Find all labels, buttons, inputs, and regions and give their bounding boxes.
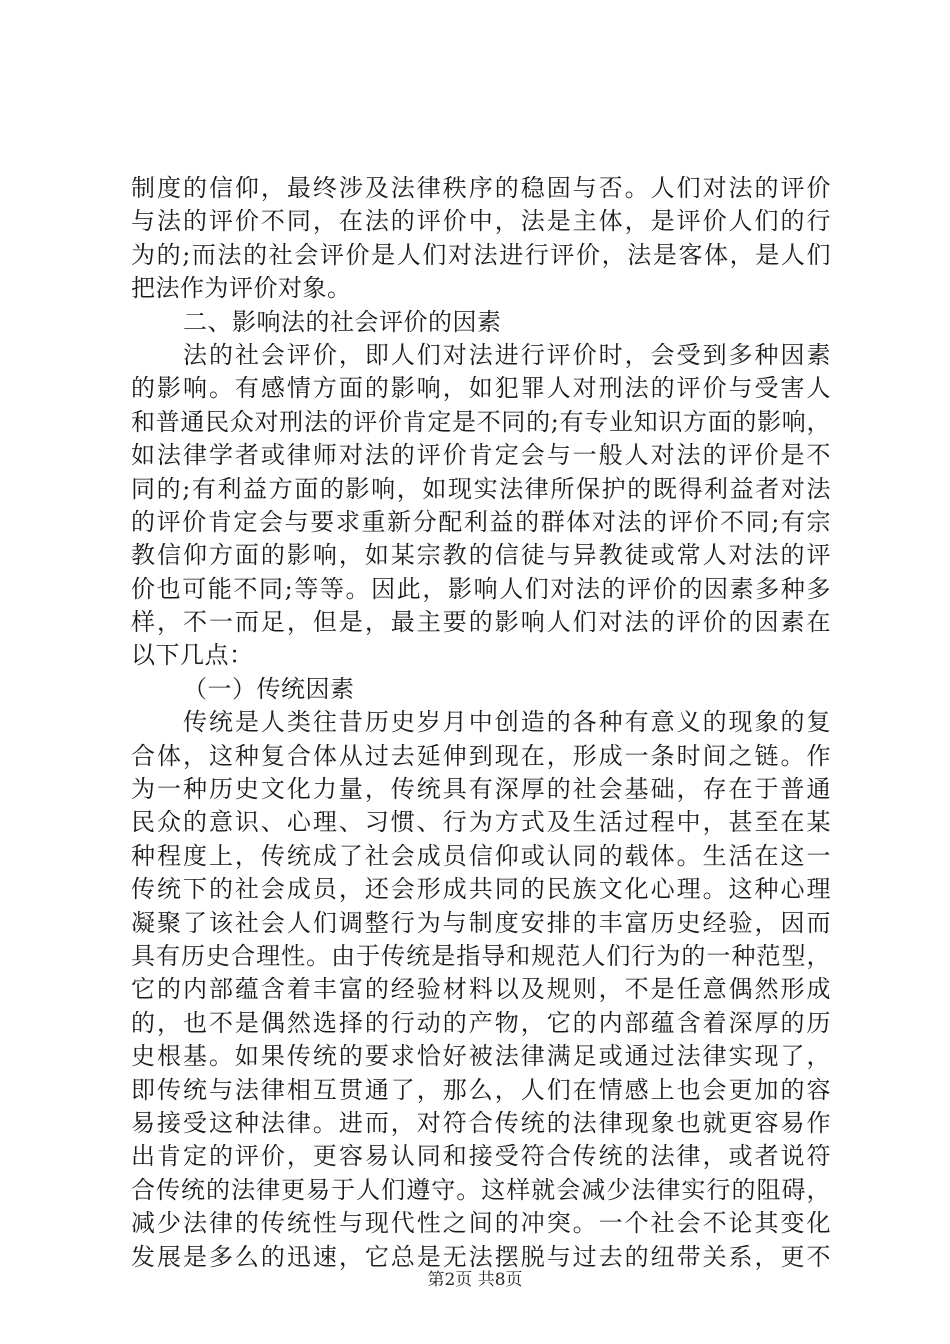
page-footer: [0, 1269, 950, 1291]
text-line: 的影响。有感情方面的影响，如犯罪人对刑法的评价与受害人: [131, 374, 831, 403]
text-line: 价也可能不同;等等。因此，影响人们对法的评价的因素多种多: [131, 574, 831, 603]
text-line: 为一种历史文化力量，传统具有深厚的社会基础，存在于普通: [131, 775, 831, 804]
text-line: 它的内部蕴含着丰富的经验材料以及规则，不是任意偶然形成: [131, 975, 831, 1004]
text-line: 制度的信仰，最终涉及法律秩序的稳固与否。人们对法的评价: [131, 174, 831, 202]
text-line: 发展是多么的迅速，它总是无法摆脱与过去的纽带关系，更不: [131, 1242, 831, 1271]
text-line: 凝聚了该社会人们调整行为与制度安排的丰富历史经验，因而: [131, 908, 831, 937]
text-line: 的评价肯定会与要求重新分配利益的群体对法的评价不同;有宗: [131, 507, 831, 536]
text-line: 合体，这种复合体从过去延伸到现在，形成一条时间之链。作: [131, 741, 831, 770]
text-line: 把法作为评价对象。: [131, 274, 352, 303]
text-line: 民众的意识、心理、习惯、行为方式及生活过程中，甚至在某: [131, 808, 831, 837]
text-line: 传统下的社会成员，还会形成共同的民族文化心理。这种心理: [131, 875, 831, 904]
page-number-label: 第2页 共8页: [427, 1270, 523, 1290]
text-line: 以下几点：: [131, 641, 254, 670]
text-line: 如法律学者或律师对法的评价肯定会与一般人对法的评价是不: [131, 441, 831, 470]
text-line: 史根基。如果传统的要求恰好被法律满足或通过法律实现了，: [131, 1042, 831, 1071]
text-line: 即传统与法律相互贯通了，那么，人们在情感上也会更加的容: [131, 1075, 831, 1104]
text-line: 二、影响法的社会评价的因素: [183, 307, 502, 336]
text-line: 减少法律的传统性与现代性之间的冲突。一个社会不论其变化: [131, 1209, 831, 1238]
text-line: 和普通民众对刑法的评价肯定是不同的;有专业知识方面的影响，: [131, 407, 831, 436]
text-line: 为的;而法的社会评价是人们对法进行评价，法是客体，是人们: [131, 240, 831, 269]
text-line: （一）传统因素: [183, 674, 355, 703]
text-line: 教信仰方面的影响，如某宗教的信徒与异教徒或常人对法的评: [131, 541, 831, 570]
text-line: 的，也不是偶然选择的行动的产物，它的内部蕴含着深厚的历: [131, 1008, 831, 1037]
text-line: 出肯定的评价，更容易认同和接受符合传统的法律，或者说符: [131, 1142, 831, 1171]
text-line: 具有历史合理性。由于传统是指导和规范人们行为的一种范型，: [131, 941, 831, 970]
document-body: [131, 172, 831, 1274]
text-line: 易接受这种法律。进而，对符合传统的法律现象也就更容易作: [131, 1108, 831, 1137]
text-line: 样，不一而足，但是，最主要的影响人们对法的评价的因素在: [131, 608, 831, 637]
text-line: 同的;有利益方面的影响，如现实法律所保护的既得利益者对法: [131, 474, 831, 503]
text-line: 与法的评价不同，在法的评价中，法是主体，是评价人们的行: [131, 207, 831, 236]
text-line: 合传统的法律更易于人们遵守。这样就会减少法律实行的阻碍，: [131, 1175, 831, 1204]
text-line: 种程度上，传统成了社会成员信仰或认同的载体。生活在这一: [131, 841, 831, 870]
text-line: 传统是人类往昔历史岁月中创造的各种有意义的现象的复: [183, 708, 831, 737]
text-line: 法的社会评价，即人们对法进行评价时，会受到多种因素: [183, 340, 831, 369]
